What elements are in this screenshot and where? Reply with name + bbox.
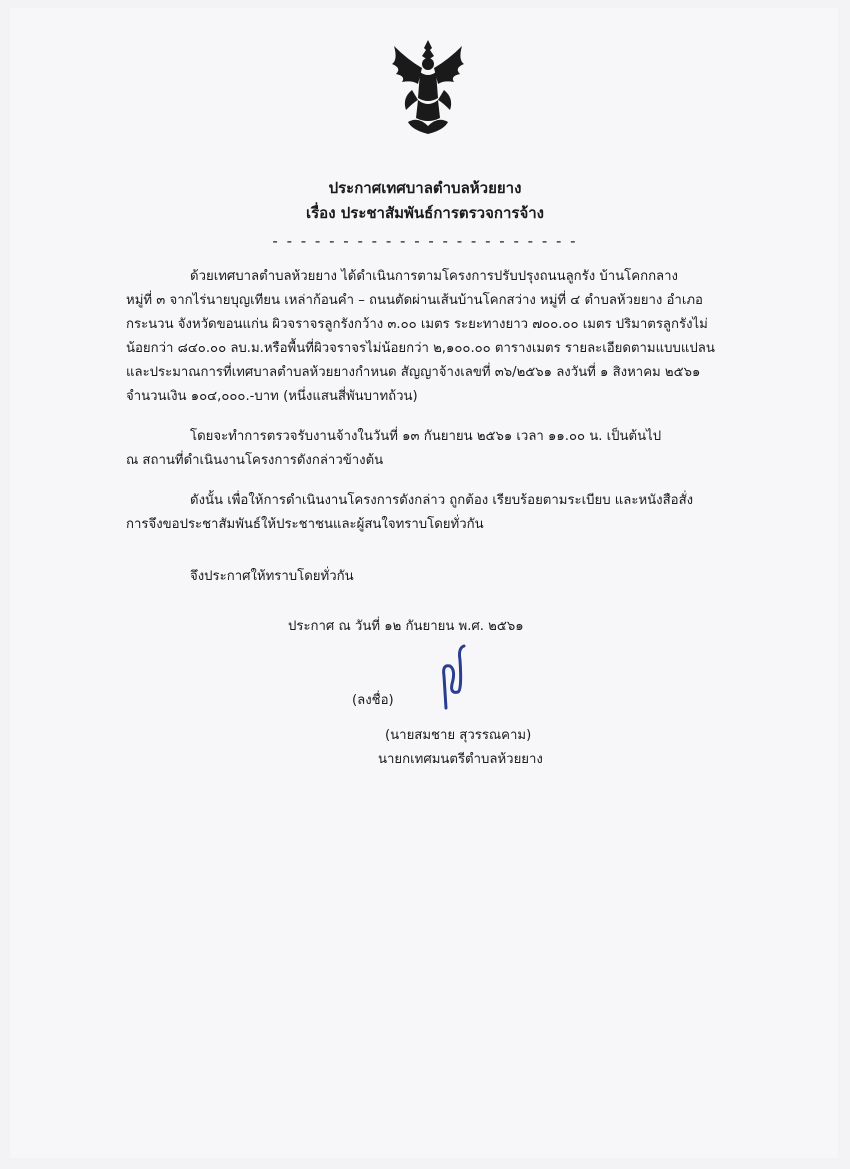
signer-position: นายกเทศมนตรีตำบลห้วยยาง — [378, 752, 543, 767]
signature-mark — [428, 640, 478, 710]
announcement-subject: เรื่อง ประชาสัมพันธ์การตรวจการจ้าง — [306, 204, 544, 222]
paragraph-2-line-1: โดยจะทำการตรวจรับงานจ้างในวันที่ ๑๓ กันยายน ๒๕๖๑ เวลา ๑๑.๐๐ น. เป็นต้นไป — [190, 429, 662, 444]
separator-line: - - - - - - - - - - - - - - - - - - - - - - — [272, 232, 578, 250]
signature-label: (ลงชื่อ) — [352, 693, 394, 708]
paragraph-1-line-1: ด้วยเทศบาลตำบลห้วยยาง ได้ดำเนินการตามโครงการปรับปรุงถนนลูกรัง บ้านโคกกลาง — [190, 269, 678, 284]
paragraph-1-line-5: และประมาณการที่เทศบาลตำบลห้วยยางกำหนด สัญญาจ้างเลขที่ ๓๖/๒๕๖๑ ลงวันที่ ๑ สิงหาคม ๒๕๖๑ — [126, 365, 701, 380]
paragraph-3-line-2: การจึงขอประชาสัมพันธ์ให้ประชาชนและผู้สนใจทราบโดยทั่วกัน — [126, 517, 484, 532]
announcement-date: ประกาศ ณ วันที่ ๑๒ กันยายน พ.ศ. ๒๕๖๑ — [288, 619, 524, 634]
announcement-title: ประกาศเทศบาลตำบลห้วยยาง — [328, 179, 522, 197]
paragraph-1-line-6: จำนวนเงิน ๑๐๔,๐๐๐.-บาท (หนึ่งแสนสี่พันบาทถ้วน) — [126, 389, 418, 404]
signer-name: (นายสมชาย สุวรรณคาม) — [385, 728, 532, 743]
paragraph-1-line-2: หมู่ที่ ๓ จากไร่นายบุญเทียน เหล่าก้อนคำ – ถนนตัดผ่านเส้นบ้านโคกสว่าง หมู่ที่ ๔ ตำบลห้วยยาง อำเภอ — [126, 293, 703, 308]
paragraph-1-line-3: กระนวน จังหวัดขอนแก่น ผิวจราจรลูกรังกว้าง ๓.๐๐ เมตร ระยะทางยาว ๗๐๐.๐๐ เมตร ปริมาตรลูกรังไม่ — [126, 317, 708, 332]
paragraph-1-line-4: น้อยกว่า ๘๔๐.๐๐ ลบ.ม.หรือพื้นที่ผิวจราจรไม่น้อยกว่า ๒,๑๐๐.๐๐ ตารางเมตร รายละเอียดตามแบบแปลน — [126, 341, 715, 356]
garuda-emblem — [388, 38, 468, 138]
announce-line: จึงประกาศให้ทราบโดยทั่วกัน — [190, 569, 354, 584]
paragraph-2-line-2: ณ สถานที่ดำเนินงานโครงการดังกล่าวข้างต้น — [126, 453, 384, 468]
paragraph-3-line-1: ดังนั้น เพื่อให้การดำเนินงานโครงการดังกล่าว ถูกต้อง เรียบร้อยตามระเบียบ และหนังสือสั่ง — [190, 493, 694, 508]
